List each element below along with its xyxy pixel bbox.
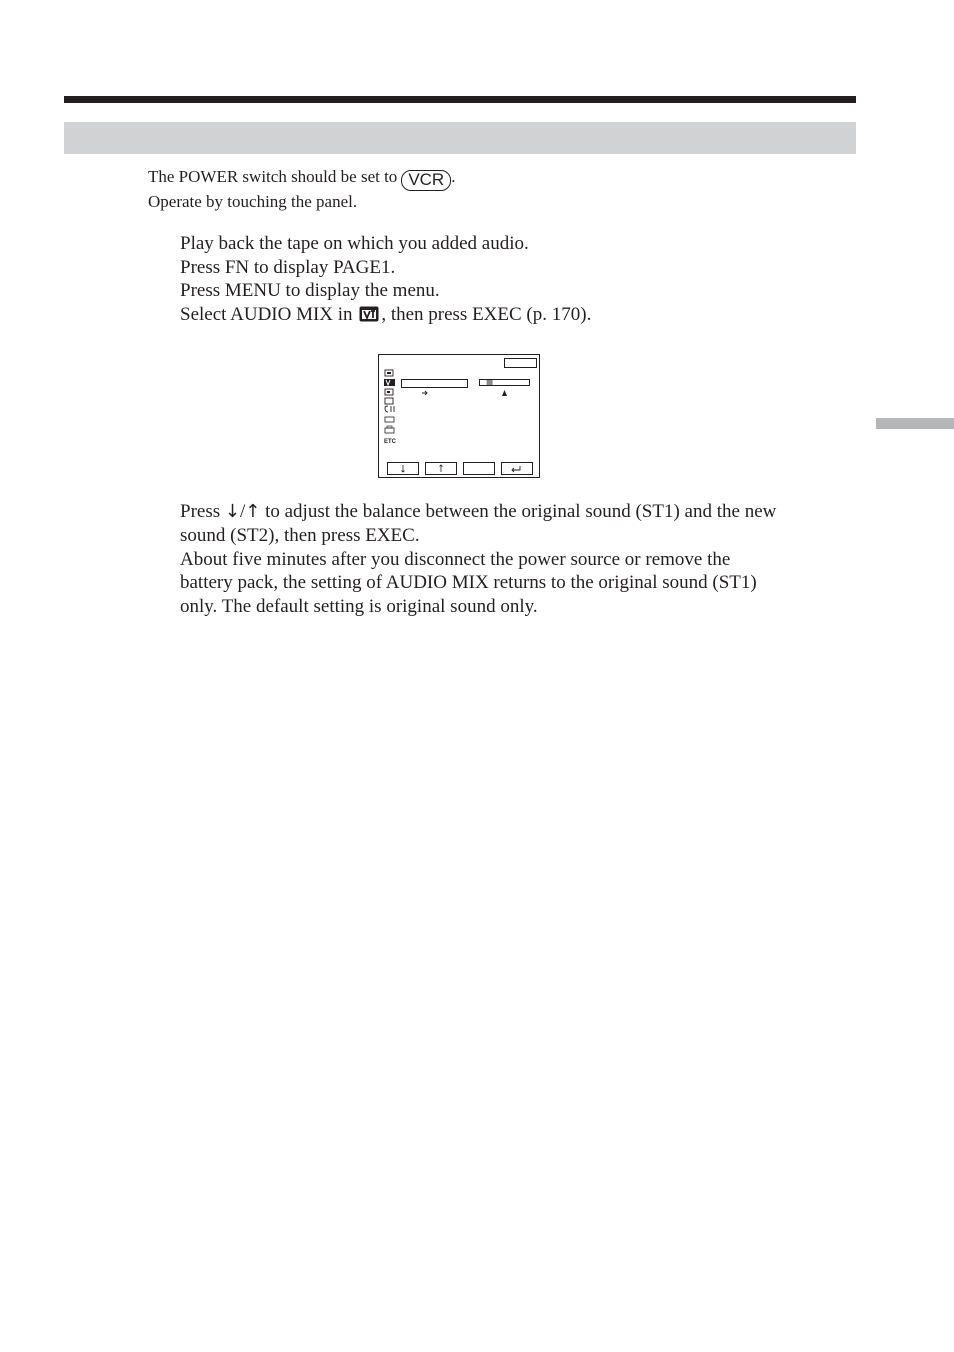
lcd-menu-icon (385, 389, 393, 395)
screen-indicator-box (505, 359, 537, 368)
note-line-1: About five minutes after you disconnect the power source or remove the (180, 548, 731, 570)
up-arrow-icon: ↑ (245, 501, 261, 522)
prerequisites (148, 166, 455, 213)
side-index-tab (876, 418, 954, 429)
down-arrow-icon: ↓ (224, 501, 240, 522)
steps-5-note (180, 500, 776, 619)
step-4: Select AUDIO MIX in , then press EXEC (p. 170). (180, 304, 592, 326)
top-rule (64, 96, 856, 103)
cassette-menu-icon (385, 406, 394, 412)
step-5: Press ↓/↑ to adjust the balance between the original sound (ST1) and the new (180, 501, 777, 522)
balance-center-pointer (502, 390, 507, 396)
steps-1-4 (180, 232, 591, 327)
up-button (426, 463, 457, 475)
memory-menu-icon (385, 398, 393, 404)
step-2: Press FN to display PAGE1. (180, 256, 396, 278)
note-line-2: battery pack, the setting of AUDIO MIX returns to the original sound (ST1) (180, 572, 757, 594)
lcd-menu-screen (378, 354, 540, 478)
operate-note: Operate by touching the panel. (148, 192, 358, 211)
etc-menu-label: ETC (384, 439, 396, 445)
vcr-menu-icon (384, 379, 395, 386)
note-line-3: only. The default setting is original sound only. (180, 596, 538, 618)
setup-menu-icon (385, 426, 394, 433)
down-button (388, 463, 419, 475)
return-button (502, 463, 533, 475)
camera-menu-icon (385, 370, 393, 376)
section-header-band (64, 122, 856, 154)
audio-mix-item-bar (402, 380, 468, 388)
vcr-mode-badge: VCR (401, 170, 451, 191)
balance-slider-marker (487, 380, 493, 385)
vcr-menu-icon (359, 306, 379, 322)
step-5-cont: sound (ST2), then press EXEC. (180, 524, 420, 546)
power-note: The POWER switch should be set to VCR . (148, 167, 456, 189)
step-3: Press MENU to display the menu. (180, 280, 440, 302)
right-arrow-icon (422, 391, 427, 395)
step-1: Play back the tape on which you added audio. (180, 233, 529, 254)
tape-menu-icon (385, 417, 394, 422)
exec-button (464, 463, 495, 475)
